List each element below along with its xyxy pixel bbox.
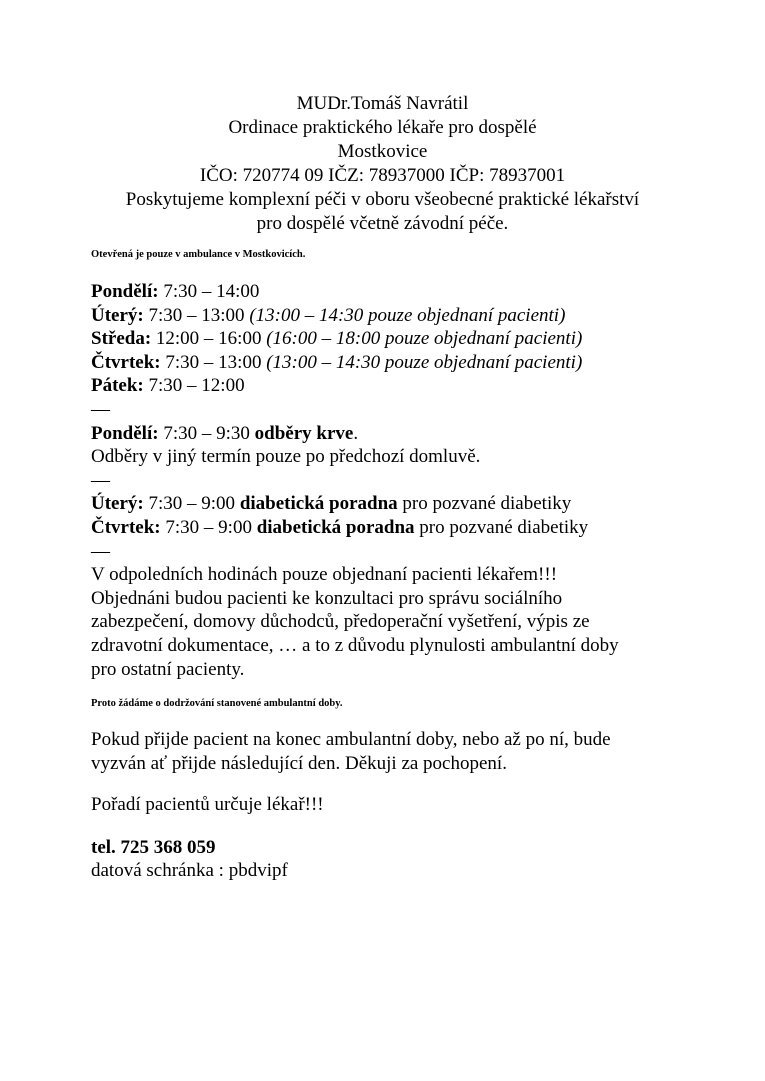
opening-hours bbox=[91, 280, 711, 681]
diabetes-row-thursday bbox=[91, 516, 711, 540]
blood-time: 7:30 – 9:30 bbox=[158, 422, 255, 444]
contact-block bbox=[91, 836, 711, 883]
blood-end: . bbox=[353, 422, 359, 444]
open-location-notice: Otevřená je pouze v ambulance v Mostkovicích. bbox=[91, 249, 306, 260]
hours-time: 7:30 – 13:00 bbox=[143, 304, 250, 326]
hours-day: Středa: bbox=[91, 328, 152, 350]
hours-time: 12:00 – 16:00 bbox=[151, 328, 267, 350]
blood-label: odběry krve bbox=[254, 422, 354, 444]
hours-row-tuesday bbox=[91, 304, 711, 328]
late-line: Pokud přijde pacient na konec ambulantní doby, nebo až po ní, bude bbox=[91, 729, 611, 751]
diabetes-time: 7:30 – 9:00 bbox=[143, 493, 240, 515]
phone-number: tel. 725 368 059 bbox=[91, 836, 216, 858]
diabetes-rest: pro pozvané diabetiky bbox=[397, 493, 572, 515]
hours-note: (16:00 – 18:00 pouze objednaní pacienti) bbox=[266, 328, 583, 350]
diabetes-label: diabetická poradna bbox=[239, 493, 398, 515]
diabetes-row-tuesday bbox=[91, 492, 711, 516]
doctor-name: MUDr.Tomáš Navrátil bbox=[296, 93, 469, 114]
hours-note: (13:00 – 14:30 pouze objednaní pacienti) bbox=[266, 351, 583, 373]
separator: — bbox=[91, 469, 110, 491]
diabetes-rest: pro pozvané diabetiky bbox=[414, 516, 589, 538]
data-box: datová schránka : pbdvipf bbox=[91, 860, 288, 882]
afternoon-line: V odpoledních hodinách pouze objednaní pacienti lékařem!!! bbox=[91, 564, 558, 586]
patient-order-note: Pořadí pacientů určuje lékař!!! bbox=[91, 794, 324, 816]
afternoon-line: zabezpečení, domovy důchodců, předoperační vyšetření, výpis ze bbox=[91, 611, 590, 633]
hours-day: Čtvrtek: bbox=[91, 351, 161, 373]
afternoon-line: pro ostatní pacienty. bbox=[91, 658, 245, 680]
clinic-description-line1: Poskytujeme komplexní péči v oboru všeobecné praktické lékařství bbox=[125, 189, 640, 210]
afternoon-line: Objednáni budou pacienti ke konzultaci pro správu sociálního bbox=[91, 587, 563, 609]
diabetes-time: 7:30 – 9:00 bbox=[160, 516, 257, 538]
afternoon-line: zdravotní dokumentace, … a to z důvodu plynulosti ambulantní doby bbox=[91, 634, 619, 656]
clinic-ids: IČO: 720774 09 IČZ: 78937000 IČP: 78937001 bbox=[199, 165, 566, 186]
late-line: vyzván ať přijde následující den. Děkuji za pochopení. bbox=[91, 752, 507, 774]
hours-compliance-notice: Proto žádáme o dodržování stanovené ambulantní doby. bbox=[91, 698, 343, 710]
blood-draw-note: Odběry v jiný termín pouze po předchozí domluvě. bbox=[91, 446, 481, 468]
clinic-type: Ordinace praktického lékaře pro dospělé bbox=[228, 117, 537, 138]
hours-note: (13:00 – 14:30 pouze objednaní pacienti) bbox=[249, 304, 566, 326]
blood-day: Pondělí: bbox=[91, 422, 159, 444]
blood-draw-row bbox=[91, 422, 711, 446]
hours-row-friday bbox=[91, 374, 711, 398]
hours-row-monday bbox=[91, 280, 711, 304]
hours-day: Pátek: bbox=[91, 375, 144, 397]
diabetes-day: Čtvrtek: bbox=[91, 516, 161, 538]
diabetes-day: Úterý: bbox=[91, 493, 144, 515]
clinic-description-line2: pro dospělé včetně závodní péče. bbox=[256, 213, 509, 234]
separator: — bbox=[91, 540, 110, 562]
document-content bbox=[91, 248, 711, 883]
hours-time: 7:30 – 13:00 bbox=[160, 351, 267, 373]
diabetes-label: diabetická poradna bbox=[256, 516, 415, 538]
hours-day: Pondělí: bbox=[91, 281, 159, 302]
hours-day: Úterý: bbox=[91, 304, 144, 326]
hours-time: 7:30 – 12:00 bbox=[143, 375, 245, 397]
hours-row-wednesday bbox=[91, 327, 711, 351]
late-arrival-paragraph bbox=[91, 728, 711, 775]
separator: — bbox=[91, 398, 110, 420]
hours-row-thursday bbox=[91, 351, 711, 375]
clinic-location: Mostkovice bbox=[337, 141, 428, 162]
clinic-header bbox=[60, 92, 705, 236]
afternoon-paragraph bbox=[91, 563, 711, 681]
hours-time: 7:30 – 14:00 bbox=[158, 281, 260, 302]
